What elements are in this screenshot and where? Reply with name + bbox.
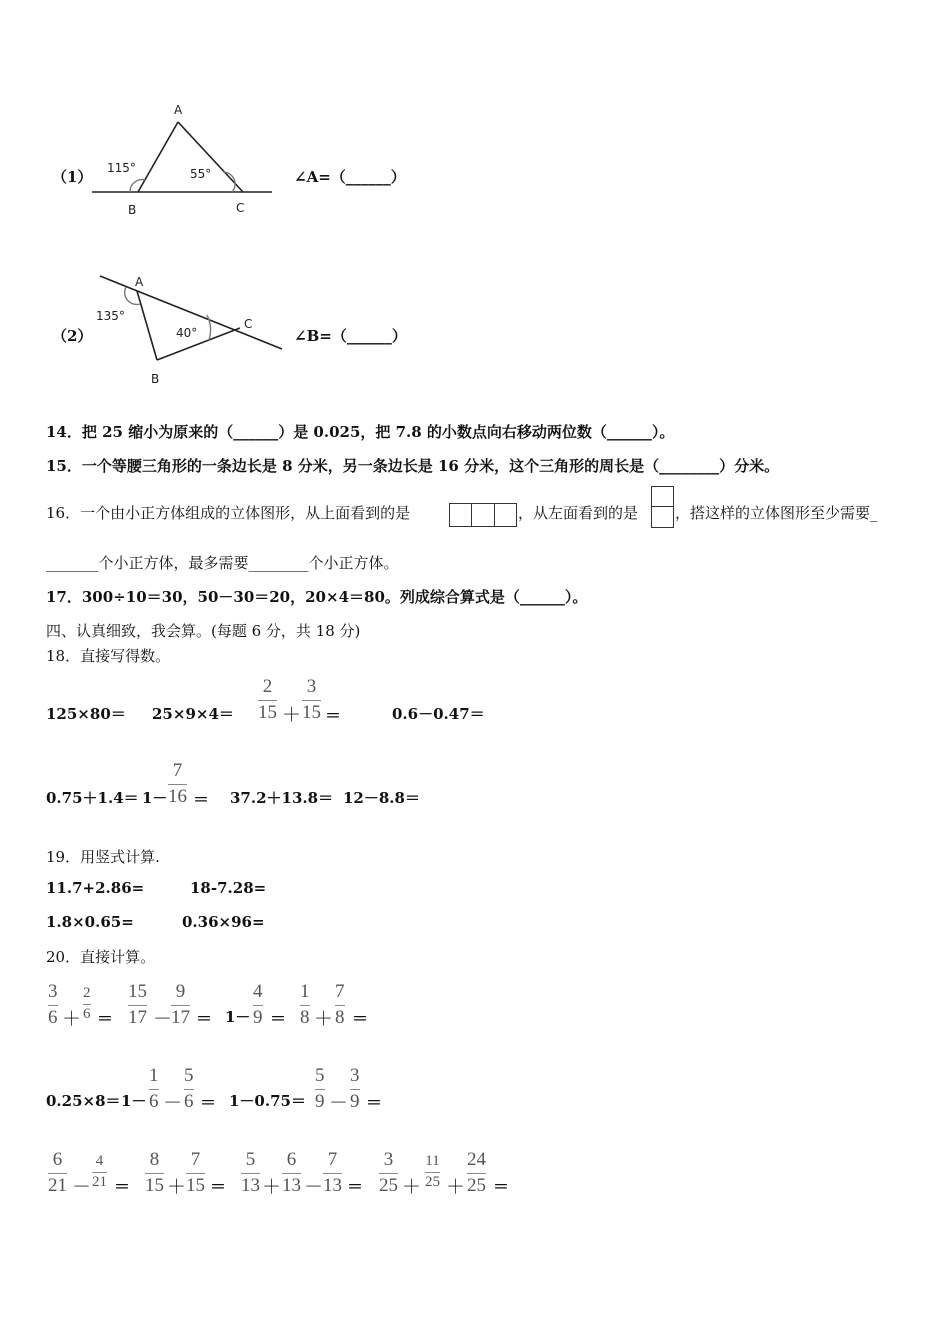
question-16-part1: 16．一个由小正方体组成的立体图形，从上面看到的是: [46, 504, 411, 522]
question-16-line2: _______个小正方体，最多需要________个小正方体。: [46, 554, 399, 572]
fraction: 4 21: [92, 1153, 107, 1190]
fraction: 8 15: [145, 1149, 164, 1196]
q13-part2-label: （2）: [52, 327, 93, 345]
triangle-figure-1: [90, 98, 280, 223]
fraction: 3 15: [302, 676, 321, 723]
q20-expr-a: 0.25×8＝: [46, 1092, 121, 1110]
equals-sign: ＝: [270, 1009, 287, 1028]
fraction: 6 13: [282, 1149, 301, 1196]
question-17: 17．300÷10＝30，50－30＝20，20×4＝80。列成综合算式是（______）。: [46, 588, 588, 606]
plus-sign: ＋: [167, 1176, 187, 1198]
fraction: 3 6: [48, 981, 58, 1028]
angle-label-135: 135°: [96, 309, 125, 323]
equals-sign: ＝: [200, 1093, 217, 1112]
equals-sign: ＝: [325, 706, 342, 725]
fraction: 6 21: [48, 1149, 67, 1196]
equals-sign: ＝: [193, 790, 210, 809]
plus-sign: ＋: [62, 1008, 82, 1030]
fraction: 5 9: [315, 1065, 325, 1112]
minus-sign: －: [72, 1176, 92, 1198]
plus-sign: ＋: [402, 1176, 422, 1198]
minus-sign: －: [329, 1092, 349, 1114]
fraction: 3 9: [350, 1065, 360, 1112]
equals-sign: ＝: [97, 1009, 114, 1028]
question-18-title: 18．直接写得数。: [46, 647, 171, 665]
fraction: 15 17: [128, 981, 147, 1028]
q18-expr-b: 25×9×4＝: [152, 705, 234, 723]
q13-part1-label: （1）: [52, 168, 93, 186]
question-19-title: 19．用竖式计算.: [46, 848, 160, 866]
angle-label-55: 55°: [190, 167, 212, 181]
pt-a-1: A: [174, 103, 183, 117]
question-20-title: 20．直接计算。: [46, 948, 156, 966]
equals-sign: ＝: [196, 1009, 213, 1028]
pt-a-2: A: [135, 275, 144, 289]
fraction: 11 25: [425, 1153, 440, 1190]
minus-sign: －: [163, 1092, 183, 1114]
equals-sign: ＝: [347, 1177, 364, 1196]
q19-expr-c: 1.8×0.65=: [46, 913, 134, 931]
equals-sign: ＝: [210, 1177, 227, 1196]
q18-expr-h: 12－8.8＝: [343, 789, 420, 807]
pt-b-2: B: [151, 372, 160, 386]
plus-sign: ＋: [282, 704, 302, 726]
fraction: 5 6: [184, 1065, 194, 1112]
minus-sign: －: [304, 1176, 324, 1198]
fraction: 7 8: [335, 981, 345, 1028]
angle-label-40: 40°: [176, 326, 198, 340]
equals-sign: ＝: [114, 1177, 131, 1196]
question-15: 15．一个等腰三角形的一条边长是 8 分米，另一条边长是 16 分米，这个三角形的周长是（________）分米。: [46, 457, 780, 475]
fraction: 7 15: [186, 1149, 205, 1196]
minus-sign: －: [153, 1008, 173, 1030]
q19-expr-b: 18-7.28=: [190, 879, 267, 897]
question-16-part3: ，搭这样的立体图形至少需要_: [675, 504, 878, 522]
angle-label-115: 115°: [107, 161, 136, 175]
section-4-heading: 四、认真细致，我会算。(每题 6 分，共 18 分): [46, 622, 361, 640]
left-view-figure: [651, 486, 674, 528]
q18-expr-a: 125×80＝: [46, 705, 126, 723]
top-view-figure: [449, 503, 517, 527]
fraction: 2 15: [258, 676, 277, 723]
q18-expr-g: 37.2＋13.8＝: [230, 789, 334, 807]
equals-sign: ＝: [352, 1009, 369, 1028]
plus-sign: ＋: [446, 1176, 466, 1198]
q18-expr-d: 0.6－0.47＝: [392, 705, 485, 723]
pt-b-1: B: [128, 203, 137, 217]
q13-part2-answer: ∠B=（______）: [294, 327, 407, 345]
fraction: 2 6: [83, 985, 91, 1022]
q19-expr-a: 11.7+2.86=: [46, 879, 145, 897]
fraction: 24 25: [467, 1149, 486, 1196]
question-16-part2: ，从左面看到的是: [518, 504, 639, 522]
equals-sign: ＝: [366, 1093, 383, 1112]
triangle-figure-2: [90, 268, 290, 393]
fraction: 5 13: [241, 1149, 260, 1196]
q18-expr-e: 0.75＋1.4＝: [46, 789, 139, 807]
plus-sign: ＋: [314, 1008, 334, 1030]
fraction: 3 25: [379, 1149, 398, 1196]
q13-part1-answer: ∠A=（______）: [294, 168, 406, 186]
q19-expr-d: 0.36×96=: [182, 913, 265, 931]
question-14: 14．把 25 缩小为原来的（______）是 0.025，把 7.8 的小数点向右移动两位数（______）。: [46, 423, 675, 441]
plus-sign: ＋: [262, 1176, 282, 1198]
q18-expr-f: 1－: [142, 789, 168, 807]
pt-c-1: C: [236, 201, 245, 215]
fraction: 1 6: [149, 1065, 159, 1112]
fraction: 7 13: [323, 1149, 342, 1196]
fraction: 7 16: [168, 760, 187, 807]
q20-expr-c: 1－0.75＝: [229, 1092, 306, 1110]
fraction: 1 8: [300, 981, 310, 1028]
fraction: 9 17: [171, 981, 190, 1028]
one-minus: 1－: [225, 1008, 251, 1026]
equals-sign: ＝: [493, 1177, 510, 1196]
one-minus: 1－: [121, 1092, 147, 1110]
pt-c-2: C: [244, 317, 253, 331]
fraction: 4 9: [253, 981, 263, 1028]
